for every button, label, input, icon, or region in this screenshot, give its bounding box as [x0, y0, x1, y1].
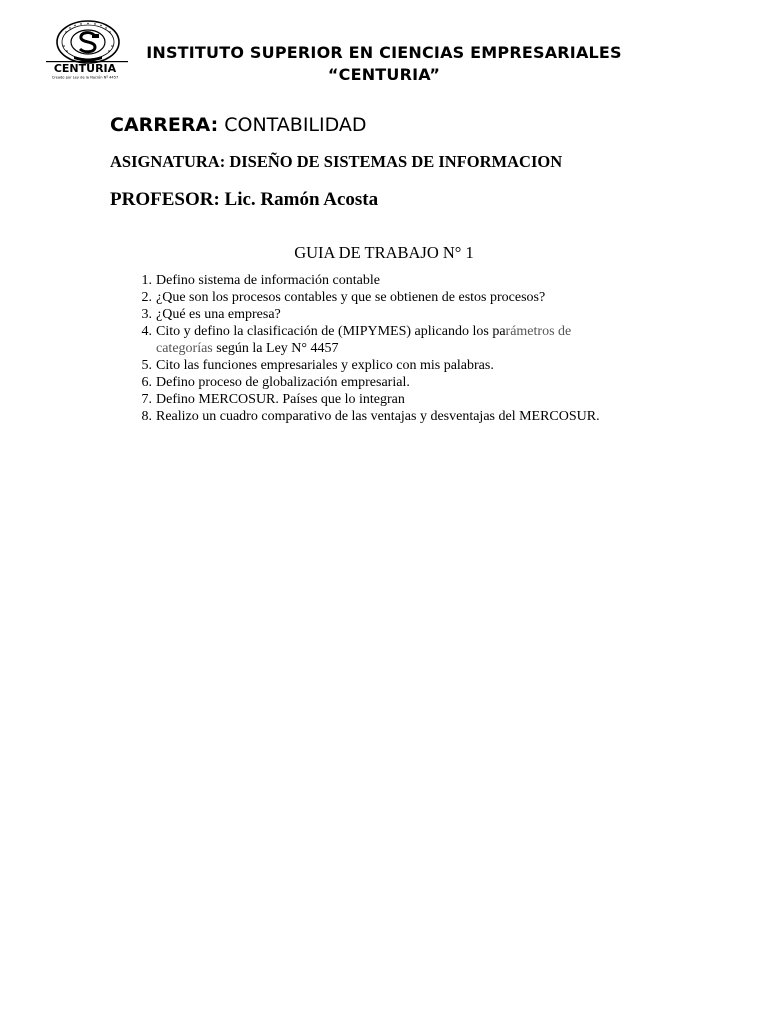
- logo-wordmark: CENTURIA: [53, 62, 117, 75]
- task-item: [110, 408, 710, 425]
- worksheet-title: GUIA DE TRABAJO N° 1: [294, 243, 474, 262]
- logo-creation-note: Creado por Ley de la Nación Nº 4457: [51, 75, 119, 80]
- career-line: [110, 112, 367, 138]
- subject-line: ASIGNATURA: DISEÑO DE SISTEMAS DE INFORMACION: [110, 152, 563, 171]
- task-number: 4.: [141, 324, 152, 339]
- task-number: 1.: [141, 273, 152, 288]
- professor-line: PROFESOR: Lic. Ramón Acosta: [110, 189, 379, 210]
- task-text: [156, 324, 571, 356]
- task-text: Defino sistema de información contable: [156, 273, 380, 288]
- task-number: 7.: [141, 392, 152, 407]
- task-item: [110, 289, 710, 306]
- task-text-part: Cito y defino la clasificación de (MIPYMES) aplicando los pa: [156, 324, 506, 339]
- task-number: 8.: [141, 409, 152, 424]
- task-item: [110, 374, 710, 391]
- task-item: [110, 391, 710, 408]
- task-text: ¿Que son los procesos contables y que se obtienen de estos procesos?: [156, 290, 546, 305]
- task-item: [110, 323, 710, 357]
- institute-name-line1: INSTITUTO SUPERIOR EN CIENCIAS EMPRESARIALES: [146, 43, 622, 62]
- task-text: Defino proceso de globalización empresarial.: [156, 375, 410, 390]
- task-text: Realizo un cuadro comparativo de las ventajas y desventajas del MERCOSUR.: [156, 409, 600, 424]
- task-number: 3.: [141, 307, 152, 322]
- task-text-part-muted: rámetros de: [505, 324, 572, 339]
- task-item: [110, 272, 710, 289]
- task-list: [110, 272, 710, 425]
- task-item: [110, 357, 710, 374]
- institute-name: [104, 42, 664, 86]
- task-text: Defino MERCOSUR. Países que lo integran: [156, 392, 405, 407]
- task-number: 6.: [141, 375, 152, 390]
- task-number: 5.: [141, 358, 152, 373]
- career-value: CONTABILIDAD: [224, 114, 367, 136]
- task-text-part-muted: categorías: [156, 341, 213, 356]
- task-number: 2.: [141, 290, 152, 305]
- task-text: Cito las funciones empresariales y explico con mis palabras.: [156, 358, 494, 373]
- career-label: CARRERA:: [110, 114, 219, 136]
- task-text-part: según la Ley N° 4457: [212, 341, 339, 356]
- task-text: ¿Qué es una empresa?: [156, 307, 281, 322]
- task-item: [110, 306, 710, 323]
- institute-name-line2: “CENTURIA”: [327, 65, 441, 84]
